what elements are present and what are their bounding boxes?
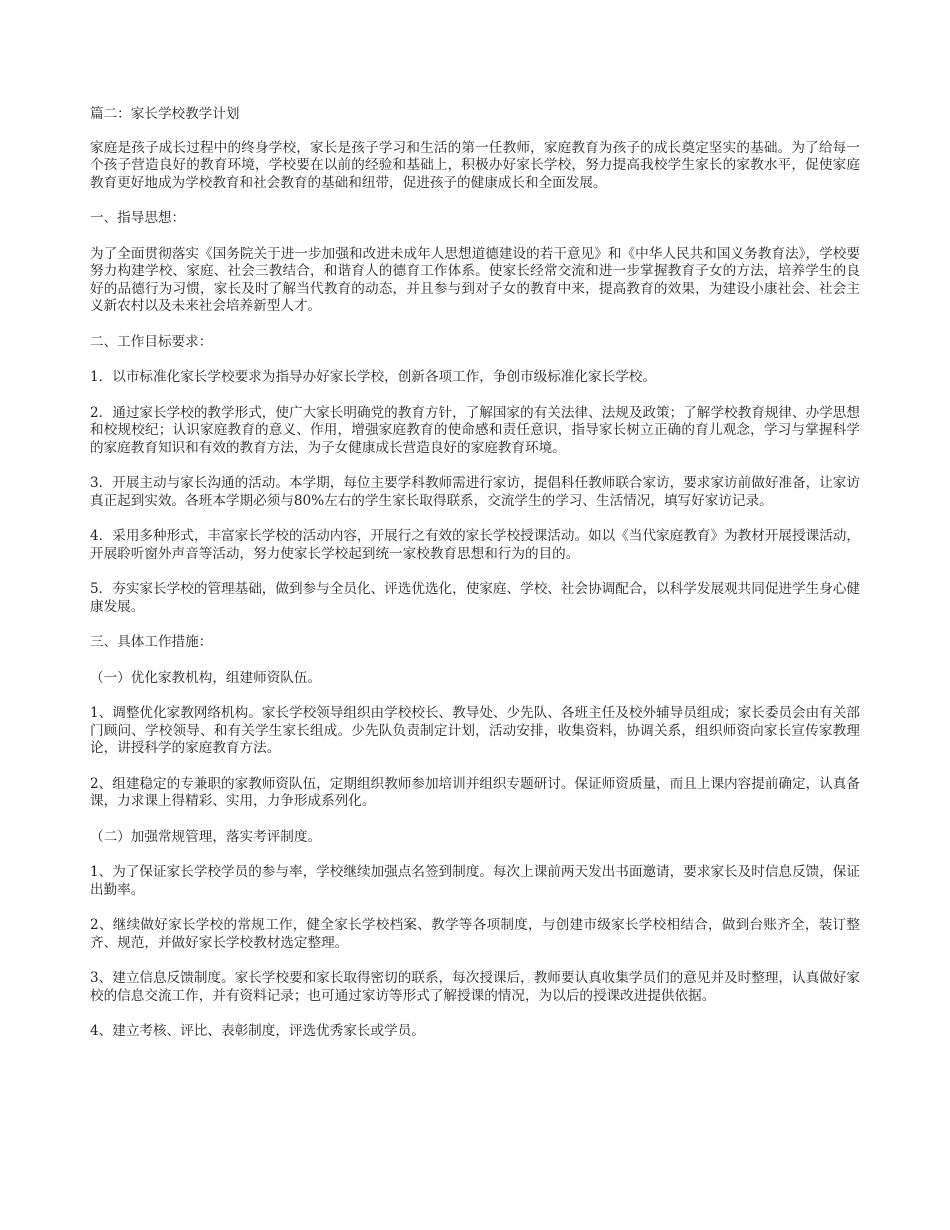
section-heading-guiding-thought: 一、指导思想： — [90, 210, 186, 226]
document-title: 篇二：家长学校教学计划 — [90, 106, 240, 122]
intro-paragraph: 家庭是孩子成长过程中的终身学校，家长是孩子学习和生活的第一任教师，家庭教育为孩子的成长奠定坚实的基础。为了给每一个孩子营造良好的教育环境，学校要在以前的经验和基础上，积极办好家长学校，努力提高我校学生家长的家教水平，促使家庭教育更好地成为学校教育和社会教育的基础和纽带，促进孩子的健康成长和全面发展。 — [90, 139, 860, 191]
measure-item-2-3: 3、建立信息反馈制度。家长学校要和家长取得密切的联系，每次授课后，教师要认真收集学员们的意见并及时整理，认真做好家校的信息交流工作，并有资料记录；也可通过家访等形式了解授课的情况，为以后的授课改进提供依据。 — [90, 970, 860, 1004]
goal-item-3: 3．开展主动与家长沟通的活动。本学期，每位主要学科教师需进行家访，提倡科任教师联合家访，要求家访前做好准备，让家访真正起到实效。各班本学期必须与80%左右的学生家长取得联系，交流学生的学习、生活情况，填写好家访记录。 — [90, 475, 860, 509]
measure-item-2-2: 2、继续做好家长学校的常规工作，健全家长学校档案、教学等各项制度，与创建市级家长学校相结合，做到台账齐全，装订整齐、规范，并做好家长学校教材选定整理。 — [90, 917, 860, 951]
goal-item-5: 5．夯实家长学校的管理基础，做到参与全员化、评选优选化，使家庭、学校、社会协调配合，以科学发展观共同促进学生身心健康发展。 — [90, 581, 860, 615]
subsection-heading-2: （二）加强常规管理，落实考评制度。 — [90, 828, 322, 845]
goal-item-2: 2．通过家长学校的教学形式，使广大家长明确党的教育方针，了解国家的有关法律、法规及政策；了解学校教育规律、办学思想和校规校纪；认识家庭教育的意义、作用，增强家庭教育的使命感和责任意识，指导家长树立正确的育儿观念，学习与掌握科学的家庭教育知识和有效的教育方法，为子女健康成长营造良好的家庭教育环境。 — [90, 404, 860, 456]
guiding-thought-paragraph: 为了全面贯彻落实《国务院关于进一步加强和改进未成年人思想道德建设的若干意见》和《中华人民共和国义务教育法》，学校要努力构建学校、家庭、社会三教结合，和谐育人的德育工作体系。使家长经常交流和进一步掌握教育子女的方法，培养学生的良好的品德行为习惯，家长及时了解当代教育的动态，并且参与到对子女的教育中来，提高教育的效果，为建设小康社会、社会主义新农村以及未来社会培养新型人才。 — [90, 245, 860, 314]
measure-item-2-4: 4、建立考核、评比、表彰制度，评选优秀家长或学员。 — [90, 1023, 425, 1039]
subsection-heading-1: （一）优化家教机构，组建师资队伍。 — [90, 669, 322, 686]
goal-item-4: 4．采用多种形式，丰富家长学校的活动内容，开展行之有效的家长学校授课活动。如以《当代家庭教育》为教材开展授课活动，开展聆听窗外声音等活动，努力使家长学校起到统一家校教育思想和行为的目的。 — [90, 528, 860, 562]
measure-item-1-2: 2、组建稳定的专兼职的家教师资队伍，定期组织教师参加培训并组织专题研讨。保证师资质量，而且上课内容提前确定，认真备课，力求课上得精彩、实用，力争形成系列化。 — [90, 775, 860, 809]
measure-item-1-1: 1、调整优化家教网络机构。家长学校领导组织由学校校长、教导处、少先队、各班主任及校外辅导员组成；家长委员会由有关部门顾问、学校领导、和有关学生家长组成。少先队负责制定计划，活动安排，收集资料，协调关系，组织师资向家长宣传家教理论，讲授科学的家庭教育方法。 — [90, 705, 860, 756]
goal-item-1: 1．以市标准化家长学校要求为指导办好家长学校，创新各项工作，争创市级标准化家长学校。 — [90, 369, 656, 385]
section-heading-goals: 二、工作目标要求： — [90, 333, 213, 350]
measure-item-2-1: 1、为了保证家长学校学员的参与率，学校继续加强点名签到制度。每次上课前两天发出书面邀请，要求家长及时信息反馈，保证出勤率。 — [90, 864, 860, 898]
section-heading-measures: 三、具体工作措施： — [90, 634, 213, 650]
